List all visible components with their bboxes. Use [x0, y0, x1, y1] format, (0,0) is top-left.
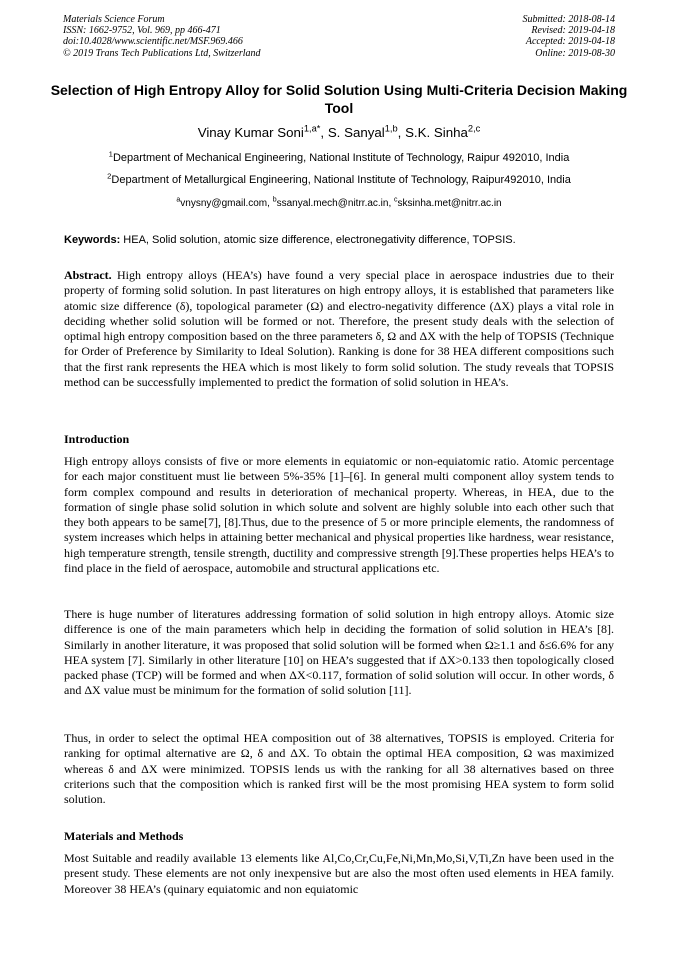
email-address: vnysny@gmail.com, [180, 198, 273, 209]
author-name: Vinay Kumar Soni [197, 125, 304, 140]
introduction-paragraph: High entropy alloys consists of five or more elements in equiatomic or non-equiatomic ratio. Atomic percentage for each major constituent must lie between 5%-35% [1]–[6]. In general multi component alloy system tends to form complex compound and results in deterioration of mechanical property. Whereas, in HEA, due to the formation of single phase solid solution in which solute and solvent are highly soluble into each other such that they both appears to be same[7], [8].Thus, due to the presence of 5 or more principle elements, the randomness of system increases which helps in attaining better mechanical and physical properties like hardness, wear resistance, high temperature strength, tensile strength, ductility and compressive strength [9].These properties helps HEA’s to find place in the field of aerospace, automobile and structural applications etc. [64, 454, 614, 576]
date-submitted: Submitted: 2018-08-14 [522, 14, 615, 25]
date-revised: Revised: 2019-04-18 [531, 25, 615, 37]
paper-title: Selection of High Entropy Alloy for Solid Solution Using Multi-Criteria Decision Making Tool [50, 82, 628, 116]
email-mark: a [176, 196, 181, 204]
journal-header-left [63, 14, 261, 59]
introduction-paragraph: Thus, in order to select the optimal HEA composition out of 38 alternatives, TOPSIS is employed. Criteria for ranking for optimal alternative are Ω, δ and ΔX. To obtain the optimal HEA composition, Ω was maximized whereas δ and ΔX were minimized. TOPSIS lends us with the ranking for all 38 alternatives based on three criterions such that the composition which is ranked first will be the most promising HEA system to form solid solution. [64, 731, 614, 807]
email-mark: c [394, 196, 398, 204]
date-accepted: Accepted: 2019-04-18 [525, 36, 615, 48]
journal-name: Materials Science Forum [63, 14, 165, 25]
journal-issn: ISSN: 1662-9752, Vol. 969, pp 466-471 [63, 25, 221, 37]
affiliation-text: Department of Mechanical Engineering, National Institute of Technology, Raipur 492010, India [112, 152, 570, 164]
keywords [64, 233, 618, 247]
author-affiliation-mark: 2,c [467, 123, 481, 134]
abstract-label: Abstract. [64, 268, 112, 282]
affiliation [40, 151, 638, 165]
affiliation [40, 173, 638, 187]
journal-header-right [523, 14, 616, 59]
author-affiliation-mark: 1,a* [303, 123, 321, 134]
section-heading-methods: Materials and Methods [64, 829, 184, 843]
email-address: ssanyal.mech@nitrr.ac.in, [276, 198, 395, 209]
keywords-text: HEA, Solid solution, atomic size difference, electronegativity difference, TOPSIS. [120, 234, 516, 246]
author-name: S.K. Sinha [405, 125, 468, 140]
keywords-label: Keywords: [64, 234, 121, 246]
author-name: S. Sanyal [327, 125, 385, 140]
affiliation-mark: 1 [108, 149, 113, 159]
author-affiliation-mark: 1,b [384, 123, 398, 134]
author-separator: , [320, 125, 328, 140]
journal-doi: doi:10.4028/www.scientific.net/MSF.969.466 [63, 36, 243, 48]
affiliation-text: Department of Metallurgical Engineering, National Institute of Technology, Raipur492010, India [111, 174, 571, 186]
email-mark: b [272, 196, 277, 204]
section-heading-introduction: Introduction [64, 432, 130, 446]
date-online: Online: 2019-08-30 [535, 47, 615, 59]
methods-paragraph: Most Suitable and readily available 13 elements like Al,Co,Cr,Cu,Fe,Ni,Mn,Mo,Si,V,Ti,Zn have been used in the present study. These elements are not only inexpensive but are also the most often used elements in HEA family. Moreover 38 HEA’s (quinary equiatomic and non equiatomic [64, 851, 614, 896]
author-separator: , [397, 125, 406, 140]
journal-copyright: © 2019 Trans Tech Publications Ltd, Switzerland [63, 47, 261, 59]
abstract-text: High entropy alloys (HEA’s) have found a very special place in aerospace industries due to their property of forming solid solution. In past literatures on high entropy alloys, it is established that parameters like atomic size difference (δ), topological parameter (Ω) and electro-negativity difference (ΔX) plays a vital role in deciding whether solid solution will be formed or not. Therefore, the present study deals with the selection of optimal high entropy composition based on the three parameters δ, Ω and ΔX with the help of TOPSIS (Technique for Order of Preference by Similarity to Ideal Solution). Ranking is done for 38 HEA different compositions such that the first rank represents the HEA which is most likely to form solid solution. The study reveals that TOPSIS method can be successfully implemented to predict the formation of solid solution in HEA’s. [64, 268, 614, 390]
author-emails [40, 197, 638, 210]
introduction-paragraph: There is huge number of literatures addressing formation of solid solution in high entropy alloys. Atomic size difference is one of the main parameters which help in deciding the formation of solid solution in HEA’s [8]. Similarly in another literature, it was proposed that solid solution will be formed when Ω≥1.1 and δ≤6.6% for any HEA system [7]. Similarly in other literature [10] on HEA’s suggested that if ΔX>0.133 then topologically closed packed phase (TCP) will be formed and when ΔX<0.117, formation of solid solution will occur. In other words, δ and ΔX value must be minimum for the formation of solid solution [11]. [64, 607, 614, 698]
email-address: sksinha.met@nitrr.ac.in [397, 198, 502, 209]
affiliation-mark: 2 [107, 171, 112, 181]
author-list [40, 124, 638, 142]
abstract [64, 268, 614, 390]
